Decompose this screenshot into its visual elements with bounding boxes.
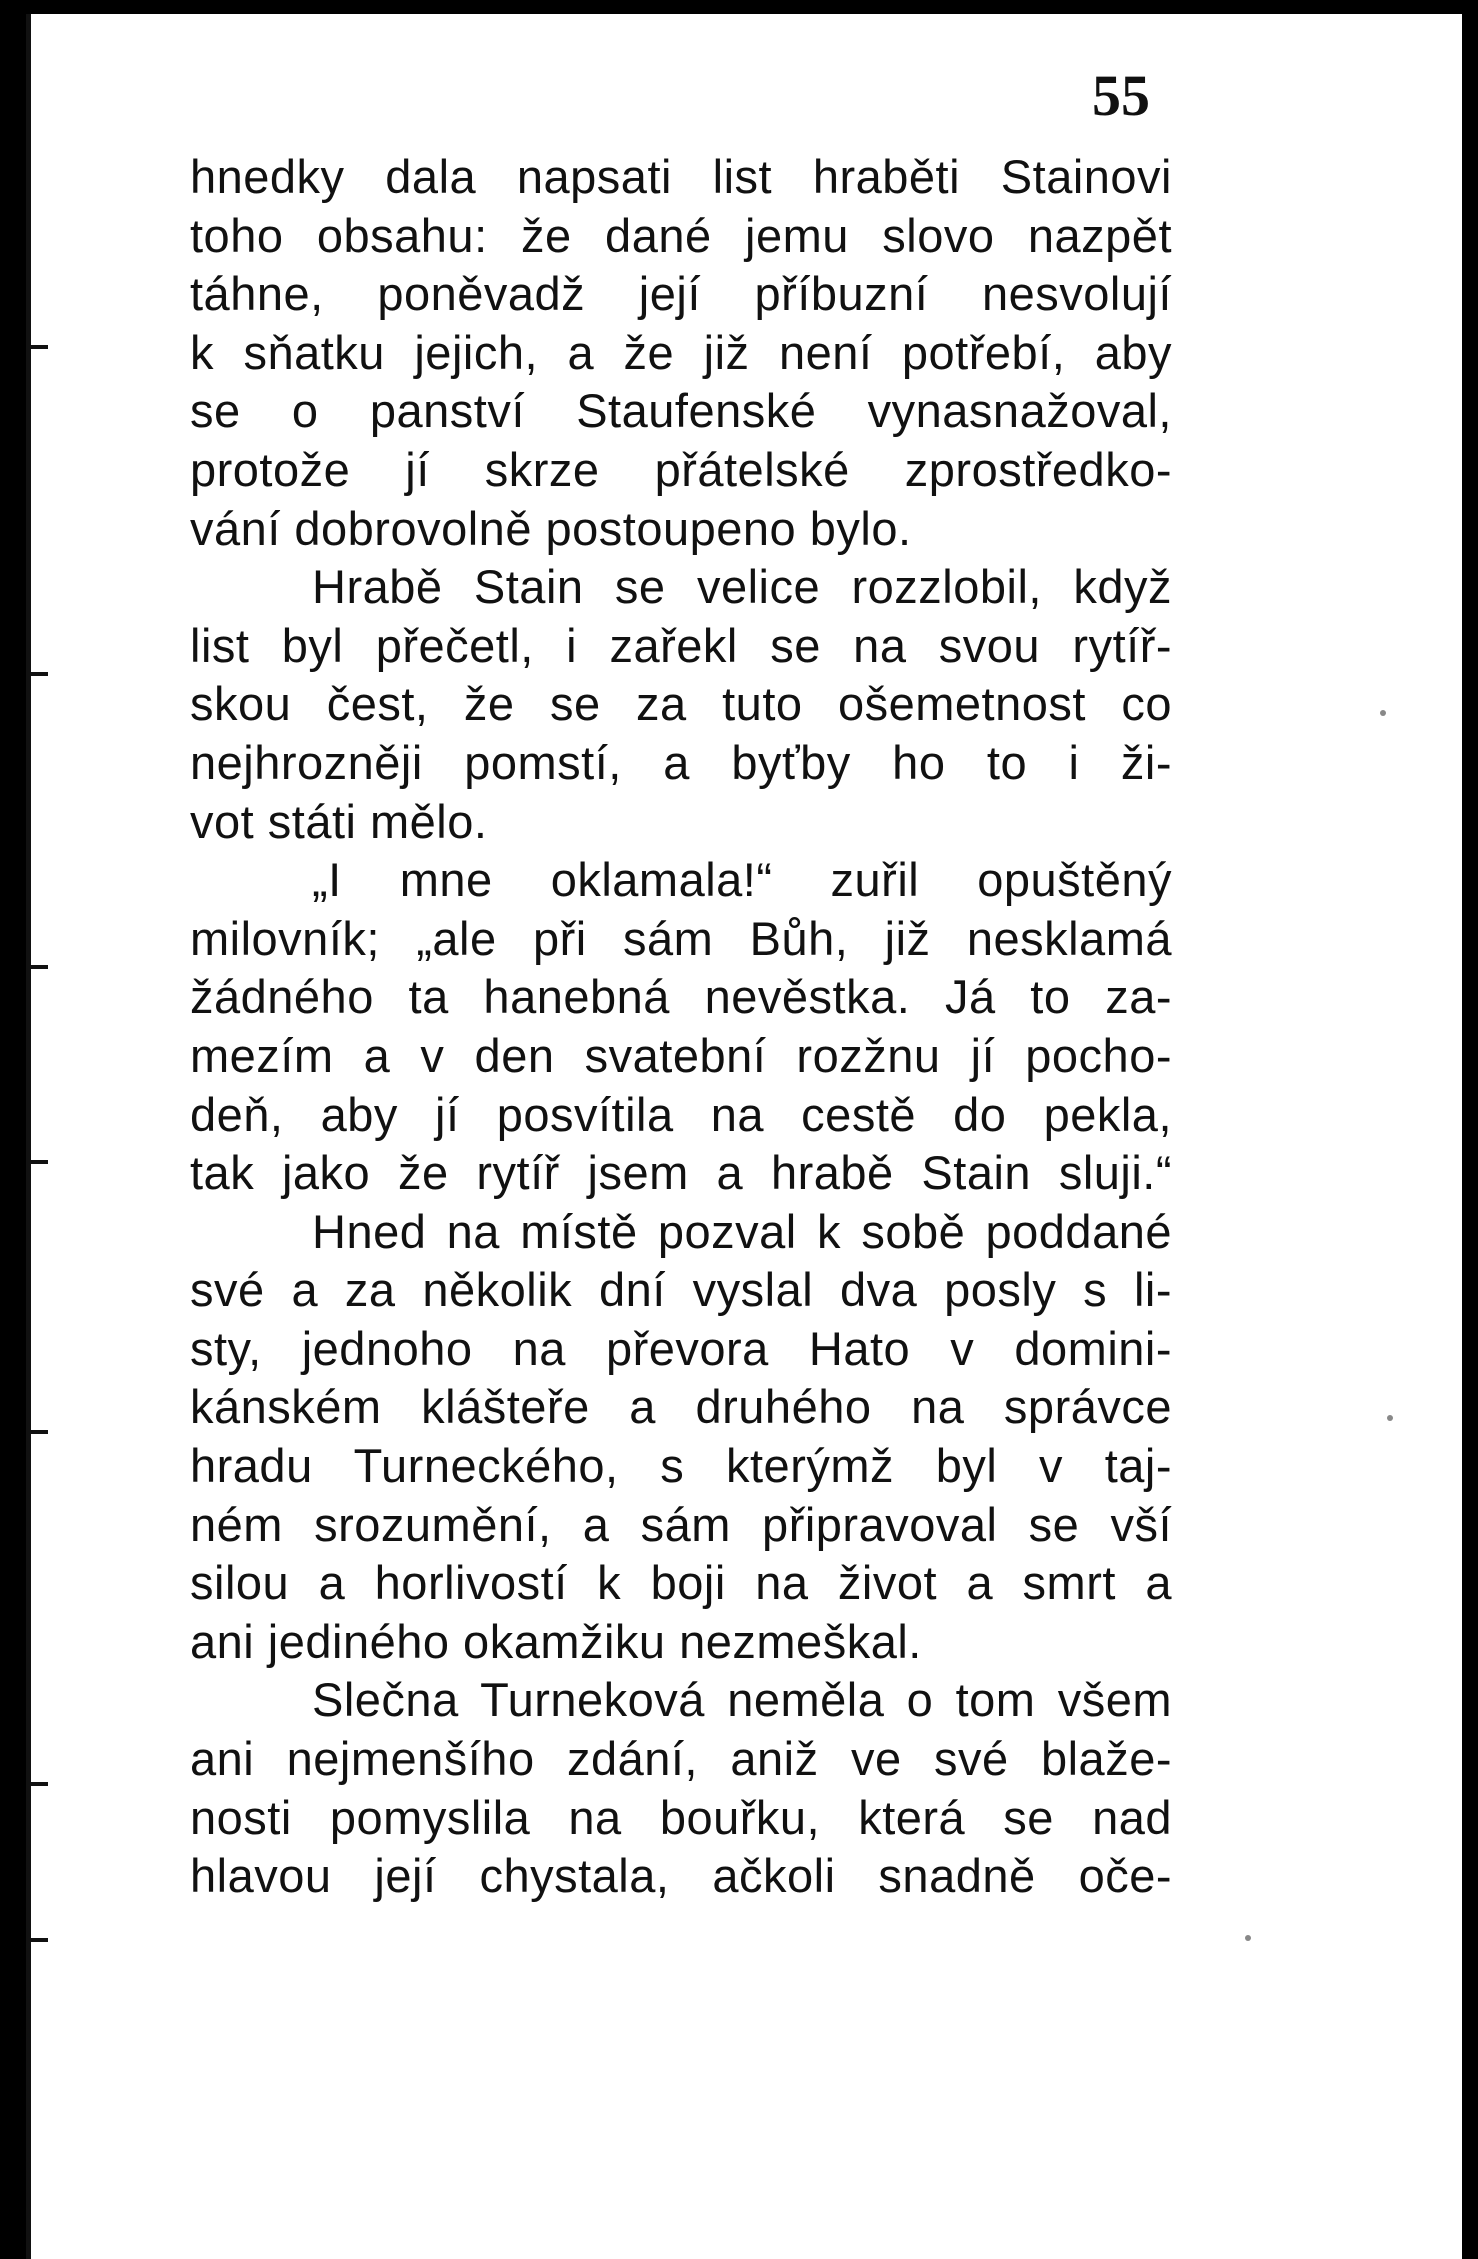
page-number: 55: [1092, 63, 1150, 128]
text-line: vot státi mělo.: [190, 794, 488, 848]
margin-mark: [26, 1938, 48, 1942]
paper-speck: [1245, 1935, 1251, 1941]
text-line: vání dobrovolně postoupeno bylo.: [190, 501, 912, 555]
text-line: ani nejmenšího zdání, aniž ve své blaže-: [190, 1732, 1172, 1786]
text-line: skou čest, že se za tuto ošemetnost co: [190, 677, 1172, 731]
text-line: Hrabě Stain se velice rozzlobil, když: [312, 560, 1172, 614]
text-line: milovník; „ale při sám Bůh, již nesklamá: [190, 911, 1172, 965]
margin-mark: [26, 672, 48, 676]
text-line: Slečna Turneková neměla o tom všem: [312, 1673, 1172, 1727]
text-line: list byl přečetl, i zařekl se na svou rytíř-: [190, 618, 1172, 672]
text-line: se o panství Staufenské vynasnažoval,: [190, 384, 1172, 438]
text-line: toho obsahu: že dané jemu slovo nazpět: [190, 208, 1172, 262]
paper-speck: [1380, 710, 1386, 716]
text-line: žádného ta hanebná nevěstka. Já to za-: [190, 970, 1172, 1024]
text-line: táhne, poněvadž její příbuzní nesvolují: [190, 267, 1172, 321]
text-line: hlavou její chystala, ačkoli snadně oče-: [190, 1849, 1172, 1903]
margin-mark: [26, 1782, 48, 1786]
text-line: nejhrozněji pomstí, a byťby ho to i ži-: [190, 735, 1172, 789]
text-line: hnedky dala napsati list hraběti Stainovi: [190, 150, 1172, 203]
text-line: protože jí skrze přátelské zprostředko-: [190, 442, 1172, 496]
text-line: tak jako že rytíř jsem a hrabě Stain sluji.“: [190, 1146, 1172, 1200]
text-line: deň, aby jí posvítila na cestě do pekla,: [190, 1087, 1172, 1141]
text-line: nosti pomyslila na bouřku, která se nad: [190, 1790, 1172, 1844]
binding-edge: [26, 14, 31, 2259]
text-line: k sňatku jejich, a že již není potřebí, aby: [190, 325, 1172, 379]
text-line: hradu Turneckého, s kterýmž byl v taj-: [190, 1439, 1172, 1493]
text-line: ani jediného okamžiku nezmeškal.: [190, 1614, 922, 1668]
text-line: silou a horlivostí k boji na život a smrt a: [190, 1556, 1172, 1610]
text-line: Hned na místě pozval k sobě poddané: [312, 1204, 1172, 1258]
text-line: kánském klášteře a druhého na správce: [190, 1380, 1172, 1434]
body-text: [190, 148, 1172, 1906]
margin-mark: [26, 345, 48, 349]
text-line: své a za několik dní vyslal dva posly s li-: [190, 1263, 1172, 1317]
text-line: „I mne oklamala!“ zuřil opuštěný: [312, 853, 1172, 907]
margin-mark: [26, 965, 48, 969]
text-line: ném srozumění, a sám připravoval se vší: [190, 1497, 1172, 1551]
text-line: mezím a v den svatební rozžnu jí pocho-: [190, 1028, 1172, 1082]
paper-speck: [1387, 1415, 1393, 1421]
margin-mark: [26, 1160, 48, 1164]
margin-mark: [26, 1430, 48, 1434]
text-line: sty, jednoho na převora Hato v domini-: [190, 1321, 1172, 1375]
